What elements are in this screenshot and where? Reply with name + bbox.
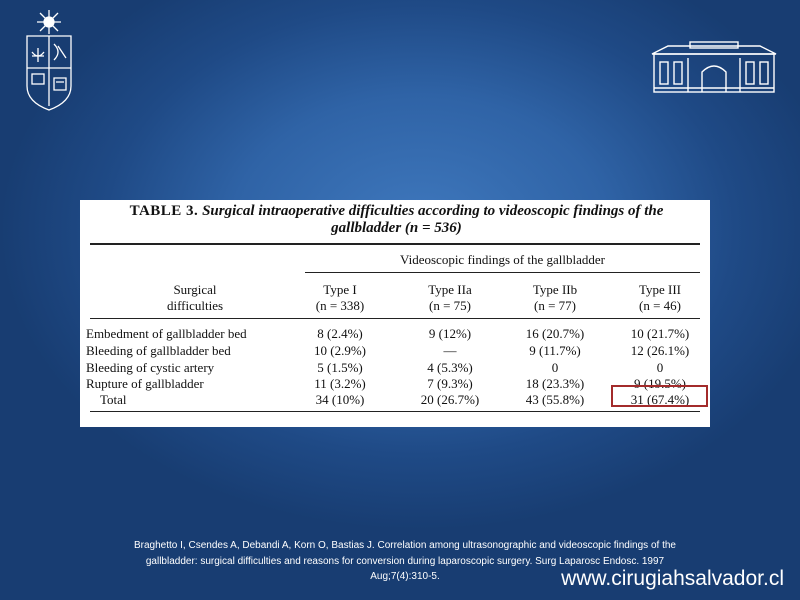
row-label: Bleeding of gallbladder bed bbox=[86, 343, 231, 358]
table-cell: 9 (11.7%) bbox=[529, 343, 581, 358]
table-cell: 10 (21.7%) bbox=[630, 326, 690, 341]
table-cell: 9 (12%) bbox=[428, 326, 472, 341]
bottom-rule bbox=[90, 411, 700, 412]
total-label: Total bbox=[100, 392, 127, 407]
table-cell: — bbox=[443, 343, 457, 358]
table-cell: 5 (1.5%) bbox=[317, 360, 363, 375]
table-cell: 0 bbox=[551, 360, 559, 375]
group-rule bbox=[305, 272, 700, 273]
total-cell: 20 (26.7%) bbox=[420, 392, 480, 407]
table-caption: Surgical intraoperative difficulties according to videoscopic findings of the gallbladder (n = 536) bbox=[202, 203, 664, 236]
highlight-box bbox=[611, 385, 708, 407]
table-cell: 0 bbox=[656, 360, 664, 375]
col-header-type-iia: Type IIa bbox=[428, 282, 472, 297]
total-cell: 43 (55.8%) bbox=[525, 392, 585, 407]
col-header-type-iib: Type IIb bbox=[532, 282, 578, 297]
top-rule bbox=[90, 243, 700, 245]
table-cell: 9 (19.5%) bbox=[634, 376, 686, 391]
col-n-type-i: (n = 338) bbox=[315, 298, 365, 313]
table-card bbox=[80, 200, 710, 427]
col-n-type-iia: (n = 75) bbox=[429, 298, 471, 313]
col-n-type-iii: (n = 46) bbox=[639, 298, 681, 313]
table-label: TABLE 3. bbox=[129, 203, 199, 219]
row-label: Embedment of gallbladder bed bbox=[86, 326, 247, 341]
total-cell: 34 (10%) bbox=[315, 392, 365, 407]
table-cell: 8 (2.4%) bbox=[317, 326, 363, 341]
hospital-building-icon bbox=[650, 40, 778, 94]
total-cell-highlighted: 31 (67.4%) bbox=[630, 392, 690, 407]
citation-line-2: gallbladder: surgical difficulties and reasons for conversion during laparoscopic surgery. Surg Laparosc Endosc. 1997 bbox=[145, 555, 665, 567]
university-crest-icon bbox=[22, 8, 76, 112]
row-label: Rupture of gallbladder bbox=[86, 376, 204, 391]
row-header-line1: Surgical bbox=[173, 282, 217, 297]
table-cell: 18 (23.3%) bbox=[525, 376, 585, 391]
citation-line-3: Aug;7(4):310-5. bbox=[370, 571, 440, 582]
table-cell: 11 (3.2%) bbox=[314, 376, 366, 391]
table-title bbox=[94, 203, 699, 237]
row-label: Bleeding of cystic artery bbox=[86, 360, 215, 375]
table-cell: 10 (2.9%) bbox=[314, 343, 366, 358]
row-header-line2: difficulties bbox=[166, 298, 224, 313]
col-n-type-iib: (n = 77) bbox=[534, 298, 576, 313]
website-url: www.cirugiahsalvador.cl bbox=[561, 567, 784, 590]
col-header-type-i: Type I bbox=[323, 282, 357, 297]
table-cell: 7 (9.3%) bbox=[427, 376, 473, 391]
group-header: Videoscopic findings of the gallbladder bbox=[400, 252, 605, 267]
table-cell: 12 (26.1%) bbox=[630, 343, 690, 358]
table-cell: 16 (20.7%) bbox=[525, 326, 585, 341]
citation-line-1: Braghetto I, Csendes A, Debandi A, Korn O, Bastias J. Correlation among ultrasonographic and videoscopic findings of the bbox=[134, 540, 676, 551]
table-cell: 4 (5.3%) bbox=[427, 360, 473, 375]
col-header-type-iii: Type III bbox=[638, 282, 682, 297]
header-rule bbox=[90, 318, 700, 319]
